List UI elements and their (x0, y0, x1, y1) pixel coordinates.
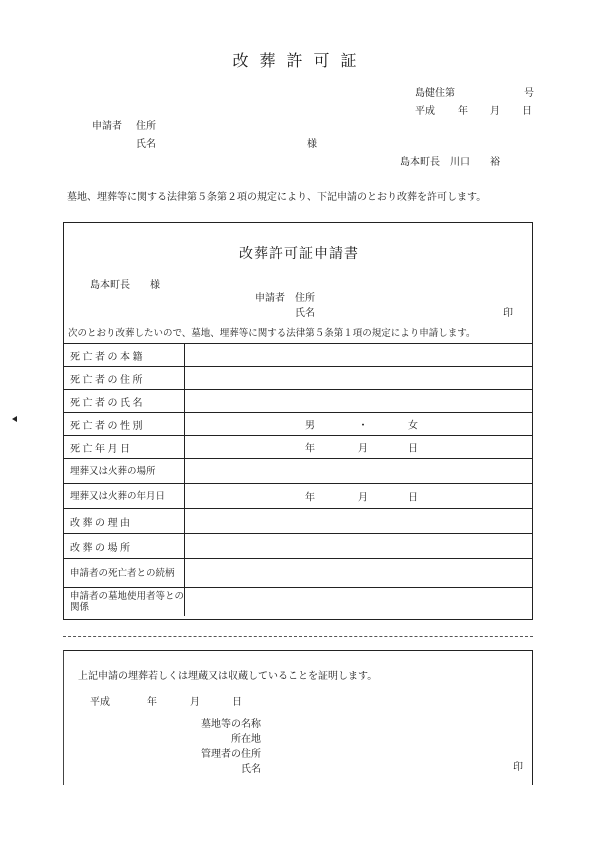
table-row (64, 484, 532, 509)
death-date-month: 月 (358, 443, 368, 455)
death-date-field[interactable] (185, 436, 533, 459)
application-applicant-label: 申請者 (255, 293, 285, 304)
cut-line (63, 636, 533, 637)
burial-date-month: 月 (358, 492, 368, 504)
sex-male[interactable]: 男 (305, 420, 315, 432)
relation-user-field[interactable] (185, 588, 533, 617)
certification-box (63, 650, 533, 785)
certification-day: 日 (232, 697, 242, 708)
table-row (64, 459, 532, 484)
table-row (64, 367, 532, 390)
burial-date-day: 日 (408, 492, 418, 504)
reason-field[interactable] (185, 509, 533, 534)
manager-address-label: 管理者の住所 (201, 749, 261, 760)
row-label: 死亡者の性別 (64, 413, 185, 436)
table-row (64, 344, 532, 367)
permit-date-month: 月 (490, 106, 500, 117)
permit-mayor-line: 島本町長 川口 裕 (400, 157, 500, 168)
application-box (63, 222, 533, 620)
certification-year: 年 (147, 697, 157, 708)
permit-statement: 墓地、埋葬等に関する法律第５条第２項の規定により、下記申請のとおり改葬を許可します。 (67, 192, 487, 203)
row-label: 死亡者の住所 (64, 367, 185, 390)
row-label: 改葬の場所 (64, 534, 185, 559)
row-label: 死亡者の本籍 (64, 344, 185, 367)
death-date-day: 日 (408, 443, 418, 455)
certification-era: 平成 (90, 697, 110, 708)
application-addressee: 島本町長 様 (90, 280, 160, 291)
margin-arrow-icon (12, 416, 17, 422)
table-row (64, 413, 532, 436)
table-row (64, 436, 532, 459)
permit-honorific: 様 (307, 139, 317, 150)
certification-statement: 上記申請の埋葬若しくは埋蔵又は収蔵していることを証明します。 (78, 671, 378, 682)
sex-field[interactable] (185, 413, 533, 436)
death-date-year: 年 (305, 443, 315, 455)
relation-deceased-field[interactable] (185, 559, 533, 588)
row-label: 埋葬又は火葬の場所 (64, 459, 185, 484)
sex-separator: ・ (358, 420, 368, 432)
row-label: 死亡年月日 (64, 436, 185, 459)
deceased-name-field[interactable] (185, 390, 533, 413)
location-label: 所在地 (231, 734, 261, 745)
burial-date-field[interactable] (185, 484, 533, 509)
cemetery-name-label: 墓地等の名称 (201, 719, 261, 730)
manager-name-label: 氏名 (241, 764, 261, 775)
burial-place-field[interactable] (185, 459, 533, 484)
row-label: 申請者の墓地使用者等との関係 (64, 588, 185, 617)
table-row (64, 509, 532, 534)
application-title: 改葬許可証申請書 (239, 246, 359, 262)
reburial-place-field[interactable] (185, 534, 533, 559)
permit-address-label: 住所 (136, 121, 156, 132)
permit-applicant-label: 申請者 (92, 121, 122, 132)
permit-date-day: 日 (522, 106, 532, 117)
application-statement: 次のとおり改葬したいので、墓地、埋葬等に関する法律第５条第１項の規定により申請します。 (68, 328, 476, 339)
table-row (64, 534, 532, 559)
row-label: 改葬の理由 (64, 509, 185, 534)
permit-date-era: 平成 (415, 106, 435, 117)
application-name-label: 氏名 (295, 308, 315, 319)
row-label: 死亡者の氏名 (64, 390, 185, 413)
certification-seal: 印 (513, 762, 523, 773)
application-table (64, 343, 532, 616)
sex-female[interactable]: 女 (408, 420, 418, 432)
certification-month: 月 (190, 697, 200, 708)
table-row (64, 559, 532, 588)
row-label: 申請者の死亡者との続柄 (64, 559, 185, 588)
permit-title: 改葬許可証 (232, 51, 368, 70)
table-row (64, 588, 532, 617)
address-field[interactable] (185, 367, 533, 390)
burial-date-year: 年 (305, 492, 315, 504)
permit-number-label: 島健住第 (415, 88, 455, 99)
table-row (64, 390, 532, 413)
permit-date-year: 年 (458, 106, 468, 117)
domicile-field[interactable] (185, 344, 533, 367)
permit-number-suffix: 号 (524, 88, 534, 99)
application-seal: 印 (503, 308, 513, 319)
application-address-label: 住所 (295, 293, 315, 304)
row-label: 埋葬又は火葬の年月日 (64, 484, 185, 509)
permit-name-label: 氏名 (136, 139, 156, 150)
